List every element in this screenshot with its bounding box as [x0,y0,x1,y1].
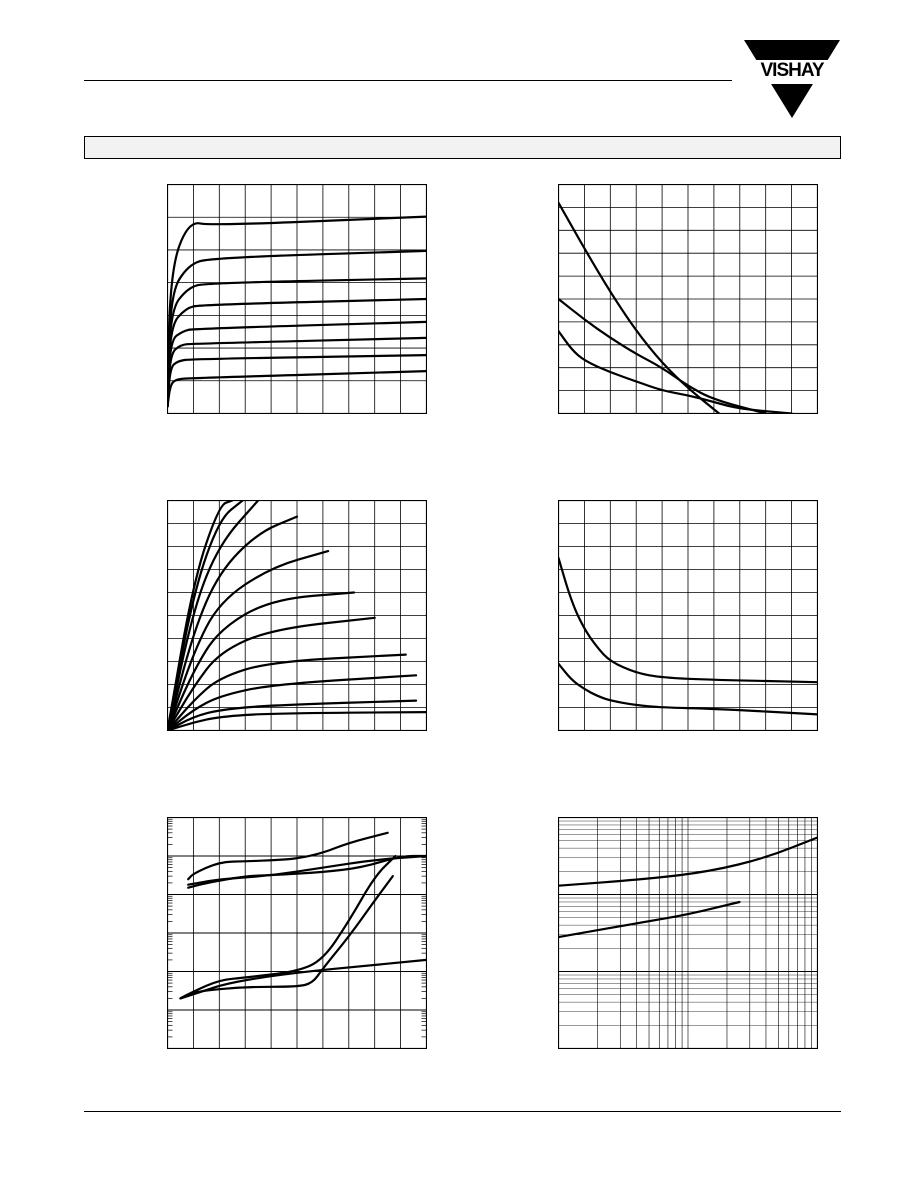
series-curve-1 [181,856,396,998]
header-rule [84,80,732,81]
grid [559,185,818,414]
logo-text: VISHAY [760,60,824,81]
chart-transfer-characteristics [558,184,818,414]
chart-log-current [167,817,427,1049]
chart-output-characteristics [167,184,427,414]
grid [168,501,427,731]
vishay-logo [744,40,840,120]
series-curve-3 [559,331,792,413]
chart-capacitance [558,817,818,1049]
grid [168,818,427,1049]
chart-normalized-curves [558,500,818,731]
footer-rule [84,1111,841,1112]
series-curve-4 [168,655,406,731]
series-curve-3 [181,960,427,999]
chart-saturation-characteristics [167,500,427,731]
section-header-bar [84,136,841,159]
series-curve-2 [168,701,417,731]
series-curve-3 [168,675,417,730]
